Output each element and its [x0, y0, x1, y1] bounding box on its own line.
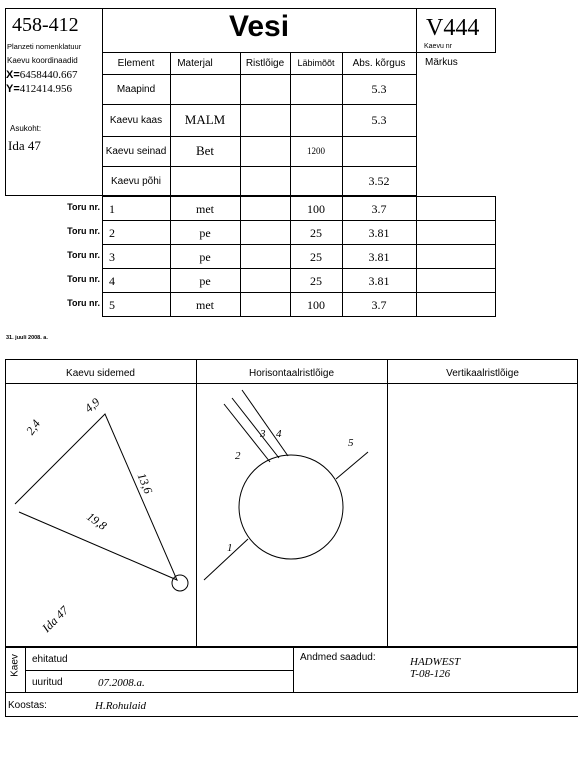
pipe-no-1: 1 [109, 202, 115, 216]
pipe-material-2: pe [199, 225, 211, 240]
row-material-2: Bet [195, 143, 215, 158]
nomenclature-label: Planzeti nomenklatuur [7, 42, 82, 51]
col-divider-2 [240, 52, 241, 316]
built-label: ehitatud [32, 654, 68, 665]
row-element-3: Kaevu põhi [110, 175, 162, 187]
surveyed-label: uuritud [32, 677, 63, 688]
y-coord [6, 83, 72, 95]
pipe-label-5: Toru nr. [67, 298, 100, 308]
pipe-diameter-5: 100 [307, 297, 325, 312]
well-no-label: Kaevu nr [424, 43, 453, 50]
x-coord-label: X= [6, 69, 20, 81]
pipe-height-2: 3.81 [368, 225, 390, 240]
pipe-number-5: 5 [348, 437, 354, 449]
pipe-height-4: 3.81 [368, 273, 390, 288]
x-coord [6, 69, 78, 81]
well-circle-small [172, 575, 188, 591]
page-title: Vesi [228, 10, 290, 43]
pipe-number-2: 2 [235, 450, 241, 462]
sketch-title-vertical: Vertikaalristlõige [446, 367, 519, 379]
row-height-0: 5.3 [371, 81, 387, 96]
date-note: 31. juuli 2008. a. [6, 335, 48, 341]
compiled-value: H.Rohulaid [95, 700, 147, 712]
side-label: Kaev [9, 654, 21, 677]
pipe-left-border [102, 196, 103, 316]
pipe-material-1: met [196, 201, 214, 216]
data-source-line1: HADWEST [410, 656, 461, 668]
pipe-number-3: 3 [260, 428, 266, 440]
tie-label-b: 4,9 [81, 394, 103, 416]
pipe-no-2: 2 [109, 226, 115, 240]
row-element-2: Kaevu seinad [105, 145, 167, 157]
sketch-title-horizontal: Horisontaalristlõige [248, 367, 335, 379]
header-diameter: Läbimõõt [297, 58, 335, 68]
row-element-0: Maapind [116, 83, 156, 95]
nomenclature-value: 458-412 [12, 14, 79, 36]
row-height-3: 3.52 [368, 173, 390, 188]
data-source-line2: T-08-126 [410, 668, 451, 680]
location-value: Ida 47 [8, 138, 41, 153]
well-no-value: V444 [426, 15, 480, 41]
header-remarks: Märkus [425, 57, 458, 68]
remarks-left-border [416, 52, 417, 316]
pipe-diameter-2: 25 [310, 225, 322, 240]
pipe-right-border [495, 196, 496, 316]
footer-divider-middle [293, 647, 294, 693]
pipe-line-sketch-4 [242, 390, 288, 456]
sketch-divider-2 [387, 359, 388, 647]
y-coord-label: Y= [6, 83, 20, 95]
row-diameter-2: 1200 [307, 146, 325, 156]
pipe-diameter-1: 100 [307, 201, 325, 216]
location-label: Asukoht: [10, 124, 42, 133]
pipe-diameter-4: 25 [310, 273, 322, 288]
pipe-label-1: Toru nr. [67, 202, 100, 212]
pipe-label-4: Toru nr. [67, 274, 100, 284]
pipe-number-4: 4 [276, 428, 282, 440]
compiled-bottom-line [5, 716, 578, 717]
data-source-label: Andmed saadud: [300, 652, 376, 663]
header-height: Abs. kõrgus [352, 57, 406, 69]
pipe-height-3: 3.81 [368, 249, 390, 264]
pipe-label-2: Toru nr. [67, 226, 100, 236]
pipe-diameter-3: 25 [310, 249, 322, 264]
tie-label-d: 19,8 [84, 509, 110, 533]
pipe-no-3: 3 [109, 250, 115, 264]
x-coord-value: 6458440.667 [19, 69, 78, 81]
pipe-no-4: 4 [109, 274, 115, 288]
pipe-material-4: pe [199, 273, 211, 288]
pipe-no-5: 5 [109, 298, 115, 312]
horizontal-section-sketch [196, 384, 387, 646]
header-element: Element [117, 57, 155, 69]
pipe-material-5: met [196, 297, 214, 312]
row-material-1: MALM [184, 112, 226, 127]
pipe-number-1: 1 [227, 542, 233, 554]
pipe-height-1: 3.7 [371, 201, 387, 216]
pipe-line-sketch-3 [232, 398, 279, 458]
pipe-line-sketch-5 [336, 452, 368, 479]
header-cross: Ristlõige [245, 57, 285, 69]
tie-label-e: Ida 47 [39, 603, 72, 636]
ties-lines [15, 414, 188, 591]
pipe-height-5: 3.7 [371, 297, 387, 312]
row-element-1: Kaevu kaas [109, 114, 163, 126]
footer-row-line [25, 670, 293, 671]
ties-triangle [15, 414, 177, 580]
tie-label-a: 2,4 [23, 417, 44, 438]
row-height-1: 5.3 [371, 112, 387, 127]
compiled-label: Koostas: [8, 700, 47, 711]
well-circle-large [239, 455, 343, 559]
pipe-line-sketch-1 [204, 539, 248, 580]
pipe-label-3: Toru nr. [67, 250, 100, 260]
coords-label: Kaevu koordinaadid [7, 56, 78, 65]
sketch-title-ties: Kaevu sidemed [66, 367, 135, 379]
pipe-material-3: pe [199, 249, 211, 264]
compiled-left-border [5, 693, 6, 717]
tie-label-c: 13,6 [134, 470, 156, 496]
surveyed-value: 07.2008.a. [98, 677, 145, 689]
y-coord-value: 412414.956 [19, 83, 73, 95]
header-material: Materjal [177, 57, 213, 69]
